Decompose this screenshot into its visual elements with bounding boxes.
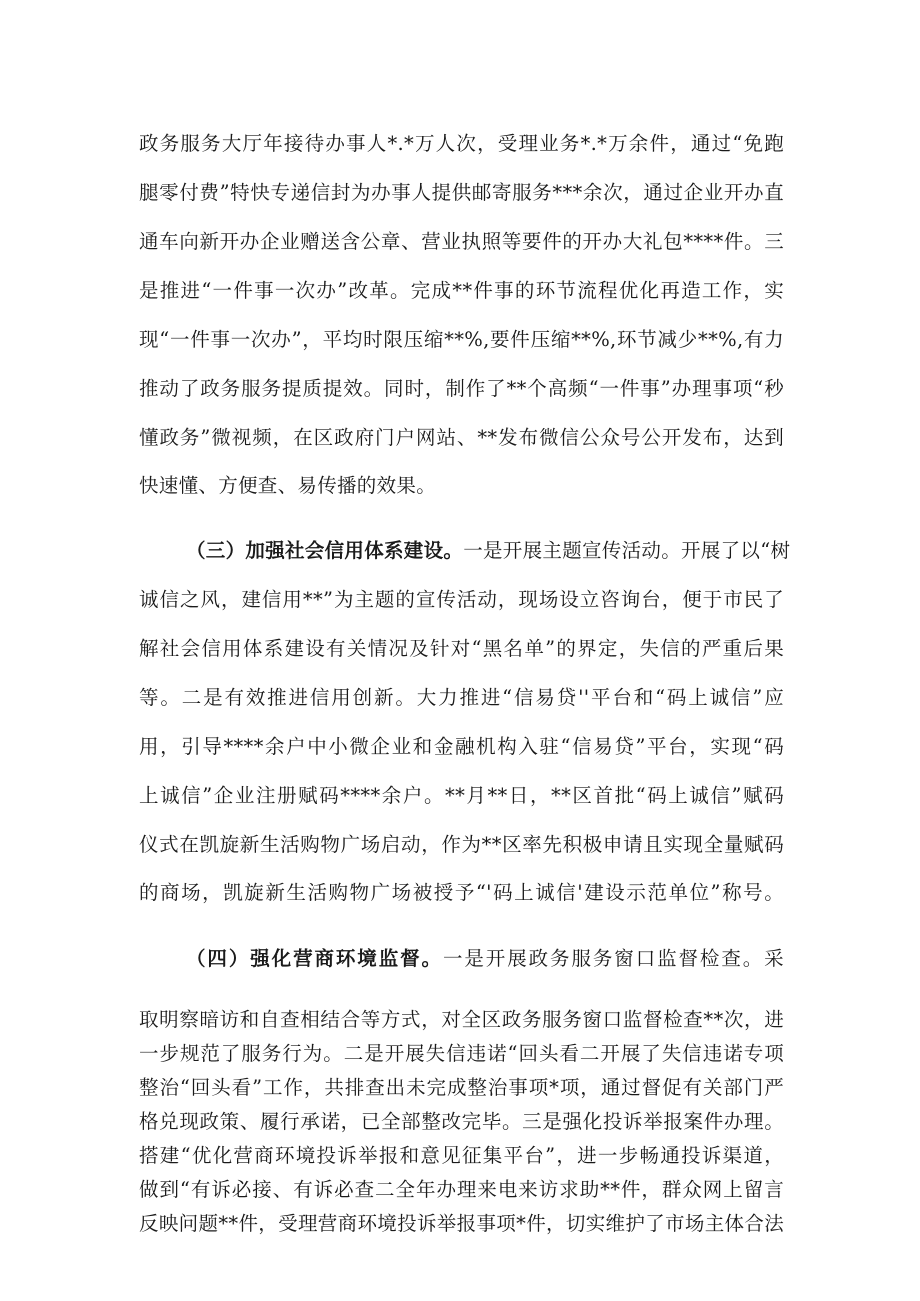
paragraph-3-line: 整治“回头看”工作，共排查出未完成整治事项*项，通过督促有关部门严 — [139, 1076, 784, 1099]
paragraph-1-line: 政务服务大厅年接待办事人*.*万人次，受理业务*.*万余件，通过“免跑 — [139, 132, 784, 155]
paragraph-2-line: 解社会信用体系建设有关情况及针对“黑名单”的界定，失信的严重后果 — [139, 637, 784, 660]
paragraph-1-line: 懂政务”微视频，在区政府门户网站、**发布微信公众号公开发布，达到 — [139, 426, 784, 449]
paragraph-1-line: 通车向新开办企业赠送含公章、营业执照等要件的开办大礼包****件。三 — [139, 230, 784, 253]
paragraph-2-line: 上诚信”企业注册赋码****余户。**月**日，**区首批“码上诚信”赋码 — [139, 784, 784, 807]
section-heading-4: （四）强化营商环境监督。 — [186, 947, 443, 970]
paragraph-2-first-line — [186, 535, 791, 563]
paragraph-3-line: 做到“有诉必接、有诉必查二全年办理来电来访求助**件，群众网上留言 — [139, 1178, 784, 1201]
paragraph-2-line: 诚信之风，建信用**”为主题的宣传活动，现场设立咨询台，便于市民了 — [139, 588, 784, 611]
paragraph-3-line: 一步规范了服务行为。二是开展失信违诺“回头看二开展了失信违诺专项 — [139, 1042, 784, 1065]
paragraph-3-line: 格兑现政策、履行承诺，已全部整改完毕。三是强化投诉举报案件办理。 — [139, 1110, 784, 1133]
paragraph-1-line: 快速懂、方便查、易传播的效果。 — [139, 474, 437, 497]
paragraph-1-line: 推动了政务服务提质提效。同时，制作了**个高频“一件事”办理事项“秒 — [139, 377, 784, 400]
paragraph-3-line: 反映问题**件，受理营商环境投诉举报事项*件，切实维护了市场主体合法 — [139, 1212, 784, 1235]
paragraph-2-line: 仪式在凯旋新生活购物广场启动，作为**区率先积极申请且实现全量赋码 — [139, 833, 784, 856]
paragraph-2-first-line-text: 一是开展主题宣传活动。开展了以“树 — [463, 539, 791, 562]
paragraph-1-line: 现“一件事一次办”，平均时限压缩**%,要件压缩**%,环节减少**%,有力 — [139, 328, 784, 351]
paragraph-1-line: 是推进“一件事一次办”改革。完成**件事的环节流程优化再造工作，实 — [139, 279, 784, 302]
paragraph-3-line: 搭建“优化营商环境投诉举报和意见征集平台”，进一步畅通投诉渠道， — [139, 1144, 784, 1167]
paragraph-2-line: 用，引导****余户中小微企业和金融机构入驻“信易贷”平台，实现“码 — [139, 735, 784, 758]
paragraph-3-line: 取明察暗访和自查相结合等方式，对全区政务服务窗口监督检查**次，进 — [139, 1008, 784, 1031]
paragraph-2-line: 的商场，凯旋新生活购物广场被授予“'码上诚信'建设示范单位”称号。 — [139, 881, 784, 904]
paragraph-2-line: 等。二是有效推进信用创新。大力推进“信易贷''平台和“码上诚信”应 — [139, 686, 784, 709]
paragraph-3-first-line — [186, 943, 784, 971]
paragraph-1-line: 腿零付费”特快专递信封为办事人提供邮寄服务***余次，通过企业开办直 — [139, 181, 784, 204]
paragraph-3-first-line-text: 一是开展政务服务窗口监督检查。采 — [442, 947, 784, 970]
section-heading-3: （三）加强社会信用体系建设。 — [186, 539, 464, 562]
